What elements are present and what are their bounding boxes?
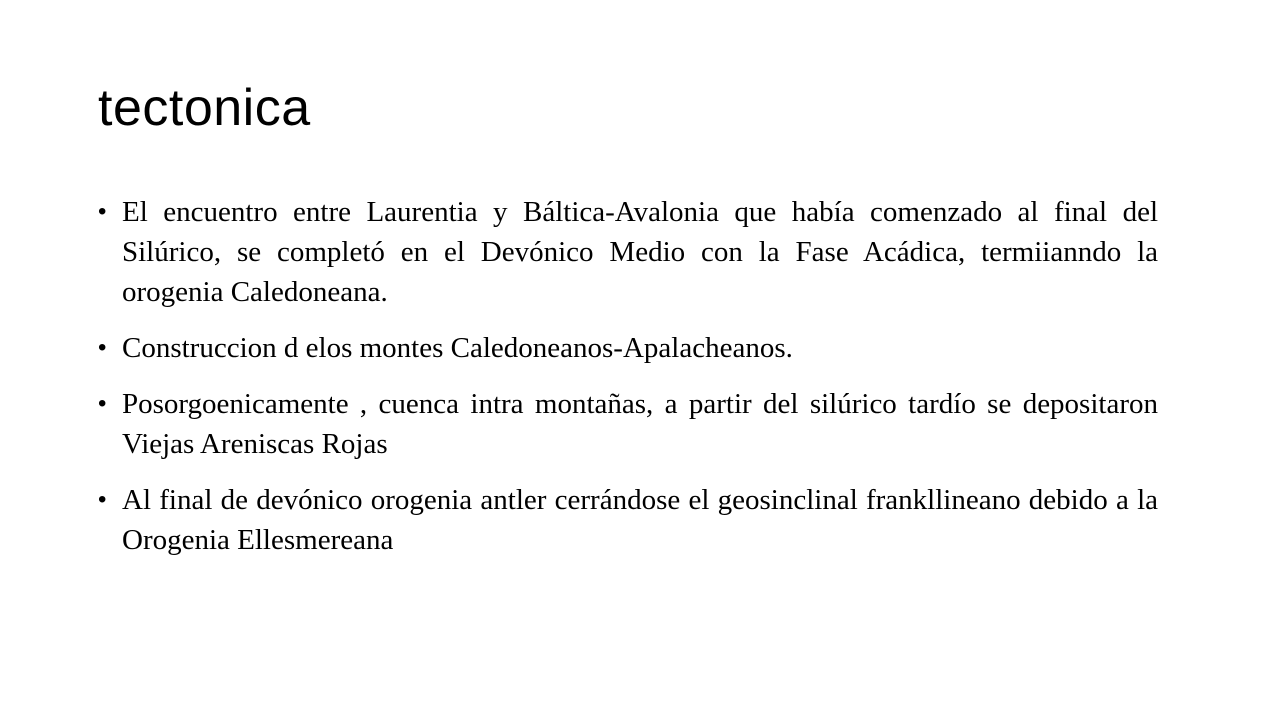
bullet-list (98, 192, 1158, 576)
bullet-text: El encuentro entre Laurentia y Báltica-Avalonia que había comenzado al final del Silúrico, se completó en el Devónico Medio con la Fase Acádica, termiianndo la orogenia Caledoneana. (122, 196, 1158, 308)
bullet-icon: • (98, 390, 107, 417)
bullet-text: Al final de devónico orogenia antler cerrándose el geosinclinal frankllineano debido a la Orogenia Ellesmereana (122, 484, 1158, 556)
bullet-icon: • (98, 198, 107, 225)
bullet-item (98, 328, 1158, 368)
bullet-item (98, 192, 1158, 312)
bullet-icon: • (98, 486, 107, 513)
bullet-item (98, 480, 1158, 560)
bullet-text: Construccion d elos montes Caledoneanos-Apalacheanos. (122, 332, 793, 364)
slide-title: tectonica (98, 79, 311, 137)
bullet-text: Posorgoenicamente , cuenca intra montañas, a partir del silúrico tardío se depositaron Viejas Areniscas Rojas (122, 388, 1158, 460)
bullet-item (98, 384, 1158, 464)
bullet-icon: • (98, 334, 107, 361)
